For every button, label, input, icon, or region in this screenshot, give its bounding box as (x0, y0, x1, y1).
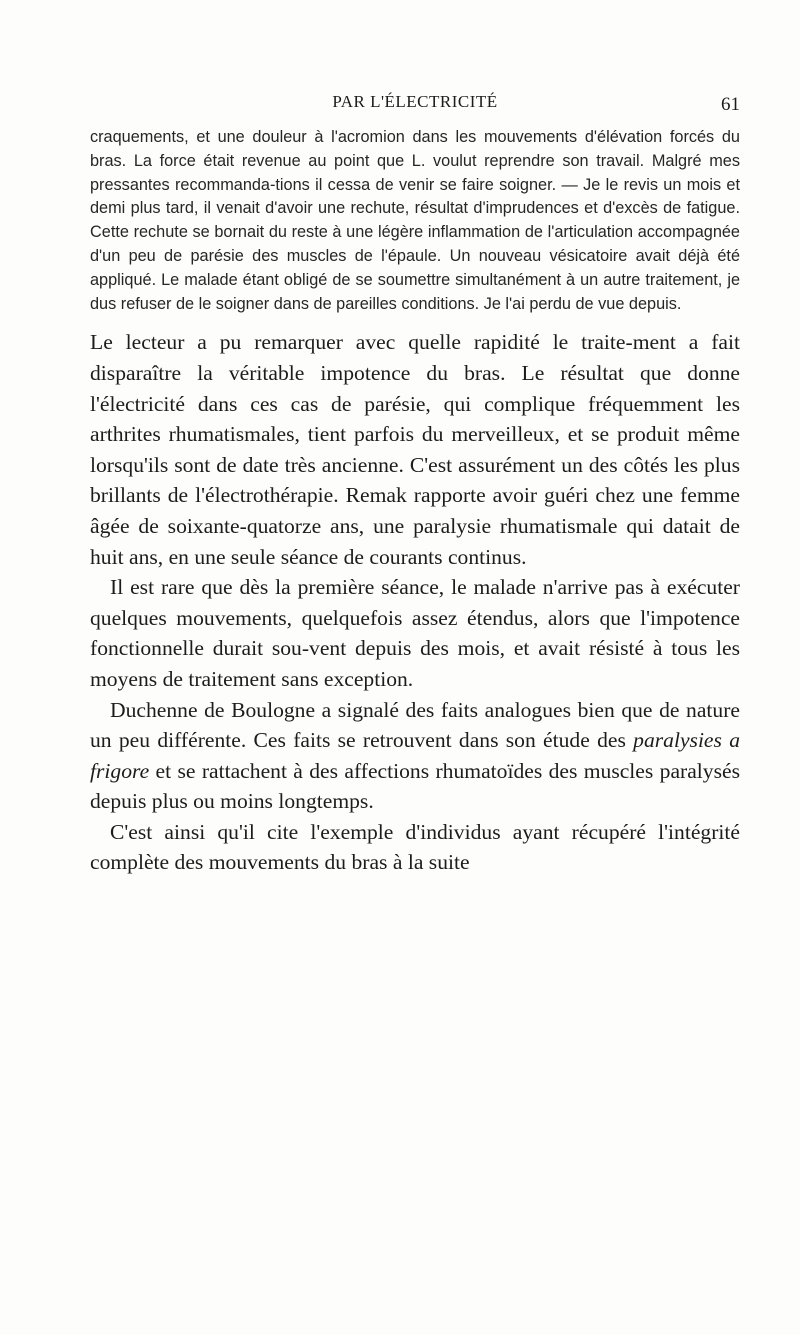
paragraph-3 (90, 695, 740, 817)
body-text (90, 126, 740, 878)
main-text (90, 327, 740, 878)
italic-term: paralysies a frigore (90, 728, 740, 783)
paragraph-2: Il est rare que dès la première séance, le malade n'arrive pas à exécuter quelques mouvements, quelquefois assez étendus, alors que l'impotence fonctionnelle durait sou-vent depuis des mois, et avait résisté à tous les moyens de traitement sans exception. (90, 575, 740, 691)
paragraph-1: Le lecteur a pu remarquer avec quelle rapidité le traite-ment a fait disparaître la véritable impotence du bras. Le résultat que donne l'électricité dans ces cas de parésie, qui complique fréquemment les arthrites rhumatismales, tient parfois du merveilleux, et se produit même lorsqu'ils sont de date très ancienne. C'est assurément un des côtés les plus brillants de l'électrothérapie. Remak rapporte avoir guéri chez une femme âgée de soixante-quatorze ans, une paralysie rhumatismale qui datait de huit ans, en une seule séance de courants continus. (90, 330, 740, 569)
case-report-paragraph: craquements, et une douleur à l'acromion dans les mouvements d'élévation forcés du bras. La force était revenue au point que L. voulut reprendre son travail. Malgré mes pressantes recommanda-tions il cessa de venir se faire soigner. — Je le revis un mois et demi plus tard, il venait d'avoir une rechute, résultat d'imprudences et d'excès de fatigue. Cette rechute se bornait du reste à une légère inflammation de l'articulation accompagnée d'un peu de parésie des muscles de l'épaule. Un nouveau vésicatoire avait déjà été appliqué. Le malade étant obligé de se soumettre simultanément à un autre traitement, je dus refuser de le soigner dans de pareilles conditions. Je l'ai perdu de vue depuis. (90, 128, 740, 313)
paragraph-3-end: et se rattachent à des affections rhumatoïdes des muscles paralysés depuis plus ou moins longtemps. (90, 758, 740, 814)
paragraph-3-start: Duchenne de Boulogne a signalé des faits analogues bien que de nature un peu différente. Ces faits se retrouvent dans son étude des (90, 697, 740, 753)
page-number: 61 (721, 94, 740, 115)
running-title: PAR L'ÉLECTRICITÉ (332, 92, 498, 111)
paragraph-4: C'est ainsi qu'il cite l'exemple d'individus ayant récupéré l'intégrité complète des mouvements du bras à la suite (90, 819, 740, 875)
case-report-block (90, 126, 740, 316)
running-head (90, 92, 740, 118)
